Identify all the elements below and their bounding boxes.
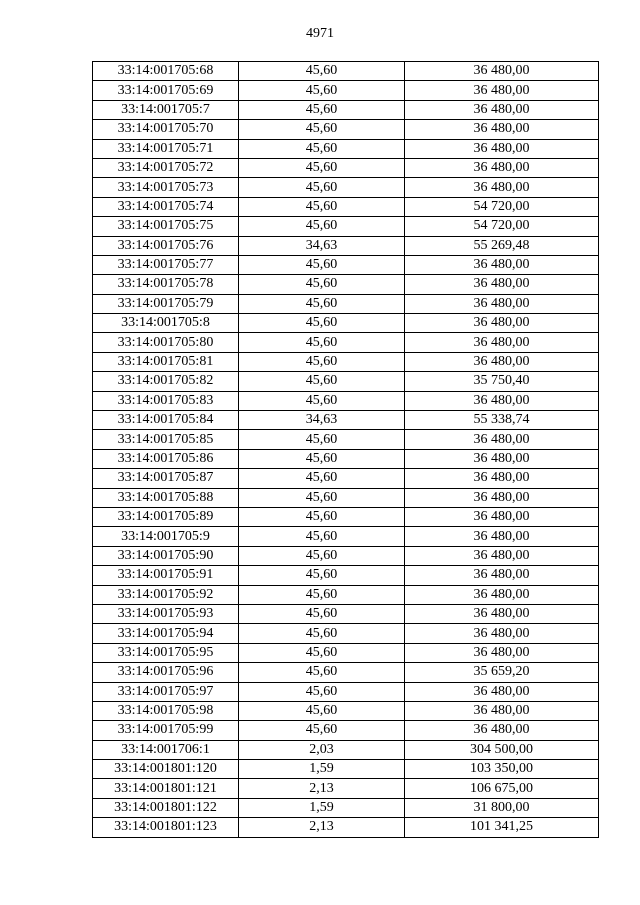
table-row bbox=[93, 217, 599, 236]
table-body bbox=[93, 62, 599, 838]
area-cell: 45,60 bbox=[239, 430, 405, 449]
value-cell: 55 338,74 bbox=[405, 411, 599, 430]
table-row bbox=[93, 255, 599, 274]
cadastral-number-cell: 33:14:001801:121 bbox=[93, 779, 239, 798]
cadastral-number-cell: 33:14:001705:98 bbox=[93, 701, 239, 720]
table-row bbox=[93, 721, 599, 740]
cadastral-number-cell: 33:14:001705:8 bbox=[93, 314, 239, 333]
cadastral-number-cell: 33:14:001705:86 bbox=[93, 449, 239, 468]
cadastral-number-cell: 33:14:001705:84 bbox=[93, 411, 239, 430]
value-cell: 36 480,00 bbox=[405, 488, 599, 507]
area-cell: 2,13 bbox=[239, 818, 405, 837]
value-cell: 36 480,00 bbox=[405, 604, 599, 623]
value-cell: 54 720,00 bbox=[405, 197, 599, 216]
cadastral-number-cell: 33:14:001705:89 bbox=[93, 507, 239, 526]
value-cell: 36 480,00 bbox=[405, 643, 599, 662]
value-cell: 36 480,00 bbox=[405, 507, 599, 526]
value-cell: 36 480,00 bbox=[405, 566, 599, 585]
cadastral-number-cell: 33:14:001705:91 bbox=[93, 566, 239, 585]
value-cell: 106 675,00 bbox=[405, 779, 599, 798]
value-cell: 35 750,40 bbox=[405, 372, 599, 391]
cadastral-number-cell: 33:14:001705:75 bbox=[93, 217, 239, 236]
area-cell: 45,60 bbox=[239, 449, 405, 468]
area-cell: 45,60 bbox=[239, 682, 405, 701]
area-cell: 45,60 bbox=[239, 507, 405, 526]
cadastral-number-cell: 33:14:001705:7 bbox=[93, 100, 239, 119]
value-cell: 36 480,00 bbox=[405, 624, 599, 643]
table-row bbox=[93, 488, 599, 507]
cadastral-number-cell: 33:14:001705:87 bbox=[93, 469, 239, 488]
area-cell: 45,60 bbox=[239, 643, 405, 662]
table-row bbox=[93, 294, 599, 313]
cadastral-number-cell: 33:14:001705:73 bbox=[93, 178, 239, 197]
area-cell: 45,60 bbox=[239, 624, 405, 643]
table-row bbox=[93, 604, 599, 623]
table-row bbox=[93, 682, 599, 701]
value-cell: 36 480,00 bbox=[405, 178, 599, 197]
area-cell: 45,60 bbox=[239, 721, 405, 740]
table-row bbox=[93, 585, 599, 604]
table-row bbox=[93, 430, 599, 449]
area-cell: 45,60 bbox=[239, 255, 405, 274]
area-cell: 45,60 bbox=[239, 585, 405, 604]
cadastre-table bbox=[92, 61, 599, 838]
table-row bbox=[93, 333, 599, 352]
area-cell: 45,60 bbox=[239, 352, 405, 371]
table-row bbox=[93, 643, 599, 662]
area-cell: 45,60 bbox=[239, 663, 405, 682]
cadastral-number-cell: 33:14:001705:96 bbox=[93, 663, 239, 682]
table-row bbox=[93, 449, 599, 468]
value-cell: 36 480,00 bbox=[405, 527, 599, 546]
table-row bbox=[93, 275, 599, 294]
value-cell: 36 480,00 bbox=[405, 585, 599, 604]
area-cell: 34,63 bbox=[239, 411, 405, 430]
table-row bbox=[93, 740, 599, 759]
area-cell: 45,60 bbox=[239, 701, 405, 720]
value-cell: 36 480,00 bbox=[405, 294, 599, 313]
cadastral-number-cell: 33:14:001705:88 bbox=[93, 488, 239, 507]
area-cell: 45,60 bbox=[239, 100, 405, 119]
cadastral-number-cell: 33:14:001705:94 bbox=[93, 624, 239, 643]
area-cell: 45,60 bbox=[239, 158, 405, 177]
area-cell: 45,60 bbox=[239, 527, 405, 546]
value-cell: 36 480,00 bbox=[405, 62, 599, 81]
value-cell: 103 350,00 bbox=[405, 760, 599, 779]
area-cell: 45,60 bbox=[239, 81, 405, 100]
area-cell: 45,60 bbox=[239, 275, 405, 294]
area-cell: 45,60 bbox=[239, 314, 405, 333]
cadastral-number-cell: 33:14:001706:1 bbox=[93, 740, 239, 759]
value-cell: 101 341,25 bbox=[405, 818, 599, 837]
area-cell: 45,60 bbox=[239, 333, 405, 352]
cadastral-number-cell: 33:14:001705:93 bbox=[93, 604, 239, 623]
area-cell: 45,60 bbox=[239, 391, 405, 410]
area-cell: 45,60 bbox=[239, 294, 405, 313]
cadastral-number-cell: 33:14:001705:99 bbox=[93, 721, 239, 740]
table-row bbox=[93, 527, 599, 546]
table-row bbox=[93, 760, 599, 779]
value-cell: 55 269,48 bbox=[405, 236, 599, 255]
area-cell: 2,03 bbox=[239, 740, 405, 759]
value-cell: 36 480,00 bbox=[405, 721, 599, 740]
value-cell: 36 480,00 bbox=[405, 333, 599, 352]
cadastral-number-cell: 33:14:001705:77 bbox=[93, 255, 239, 274]
cadastral-number-cell: 33:14:001705:95 bbox=[93, 643, 239, 662]
table-row bbox=[93, 372, 599, 391]
area-cell: 45,60 bbox=[239, 120, 405, 139]
area-cell: 45,60 bbox=[239, 62, 405, 81]
area-cell: 2,13 bbox=[239, 779, 405, 798]
table-row bbox=[93, 314, 599, 333]
cadastral-number-cell: 33:14:001801:122 bbox=[93, 798, 239, 817]
cadastral-number-cell: 33:14:001705:79 bbox=[93, 294, 239, 313]
cadastral-number-cell: 33:14:001705:81 bbox=[93, 352, 239, 371]
table-row bbox=[93, 391, 599, 410]
table-row bbox=[93, 139, 599, 158]
area-cell: 45,60 bbox=[239, 488, 405, 507]
table-row bbox=[93, 158, 599, 177]
value-cell: 36 480,00 bbox=[405, 546, 599, 565]
table-row bbox=[93, 779, 599, 798]
value-cell: 31 800,00 bbox=[405, 798, 599, 817]
area-cell: 34,63 bbox=[239, 236, 405, 255]
value-cell: 36 480,00 bbox=[405, 255, 599, 274]
area-cell: 1,59 bbox=[239, 760, 405, 779]
table-row bbox=[93, 818, 599, 837]
table-row bbox=[93, 197, 599, 216]
cadastral-number-cell: 33:14:001705:76 bbox=[93, 236, 239, 255]
cadastral-number-cell: 33:14:001705:72 bbox=[93, 158, 239, 177]
cadastral-number-cell: 33:14:001705:71 bbox=[93, 139, 239, 158]
value-cell: 304 500,00 bbox=[405, 740, 599, 759]
cadastral-number-cell: 33:14:001705:82 bbox=[93, 372, 239, 391]
value-cell: 36 480,00 bbox=[405, 701, 599, 720]
cadastral-number-cell: 33:14:001705:97 bbox=[93, 682, 239, 701]
value-cell: 36 480,00 bbox=[405, 449, 599, 468]
cadastral-number-cell: 33:14:001705:78 bbox=[93, 275, 239, 294]
table-row bbox=[93, 178, 599, 197]
cadastral-number-cell: 33:14:001801:120 bbox=[93, 760, 239, 779]
value-cell: 36 480,00 bbox=[405, 469, 599, 488]
cadastral-number-cell: 33:14:001705:83 bbox=[93, 391, 239, 410]
value-cell: 35 659,20 bbox=[405, 663, 599, 682]
table-row bbox=[93, 100, 599, 119]
cadastral-number-cell: 33:14:001705:9 bbox=[93, 527, 239, 546]
area-cell: 45,60 bbox=[239, 469, 405, 488]
area-cell: 45,60 bbox=[239, 546, 405, 565]
value-cell: 36 480,00 bbox=[405, 275, 599, 294]
value-cell: 36 480,00 bbox=[405, 100, 599, 119]
table-row bbox=[93, 62, 599, 81]
value-cell: 36 480,00 bbox=[405, 391, 599, 410]
cadastral-number-cell: 33:14:001705:80 bbox=[93, 333, 239, 352]
area-cell: 1,59 bbox=[239, 798, 405, 817]
area-cell: 45,60 bbox=[239, 372, 405, 391]
value-cell: 36 480,00 bbox=[405, 352, 599, 371]
cadastral-number-cell: 33:14:001705:74 bbox=[93, 197, 239, 216]
table-row bbox=[93, 624, 599, 643]
value-cell: 36 480,00 bbox=[405, 314, 599, 333]
table-row bbox=[93, 469, 599, 488]
table-row bbox=[93, 663, 599, 682]
table-row bbox=[93, 352, 599, 371]
cadastral-number-cell: 33:14:001705:68 bbox=[93, 62, 239, 81]
table-row bbox=[93, 81, 599, 100]
cadastral-number-cell: 33:14:001705:70 bbox=[93, 120, 239, 139]
table-row bbox=[93, 546, 599, 565]
area-cell: 45,60 bbox=[239, 197, 405, 216]
value-cell: 36 480,00 bbox=[405, 139, 599, 158]
table-row bbox=[93, 701, 599, 720]
area-cell: 45,60 bbox=[239, 217, 405, 236]
area-cell: 45,60 bbox=[239, 566, 405, 585]
value-cell: 36 480,00 bbox=[405, 120, 599, 139]
table-row bbox=[93, 411, 599, 430]
page-number: 4971 bbox=[306, 26, 334, 41]
value-cell: 36 480,00 bbox=[405, 81, 599, 100]
value-cell: 36 480,00 bbox=[405, 158, 599, 177]
cadastral-number-cell: 33:14:001801:123 bbox=[93, 818, 239, 837]
table-row bbox=[93, 236, 599, 255]
area-cell: 45,60 bbox=[239, 604, 405, 623]
cadastral-number-cell: 33:14:001705:69 bbox=[93, 81, 239, 100]
cadastral-number-cell: 33:14:001705:90 bbox=[93, 546, 239, 565]
cadastral-number-cell: 33:14:001705:85 bbox=[93, 430, 239, 449]
area-cell: 45,60 bbox=[239, 178, 405, 197]
value-cell: 36 480,00 bbox=[405, 682, 599, 701]
table-row bbox=[93, 507, 599, 526]
table-row bbox=[93, 798, 599, 817]
value-cell: 36 480,00 bbox=[405, 430, 599, 449]
table-row bbox=[93, 566, 599, 585]
table-row bbox=[93, 120, 599, 139]
cadastral-number-cell: 33:14:001705:92 bbox=[93, 585, 239, 604]
area-cell: 45,60 bbox=[239, 139, 405, 158]
value-cell: 54 720,00 bbox=[405, 217, 599, 236]
